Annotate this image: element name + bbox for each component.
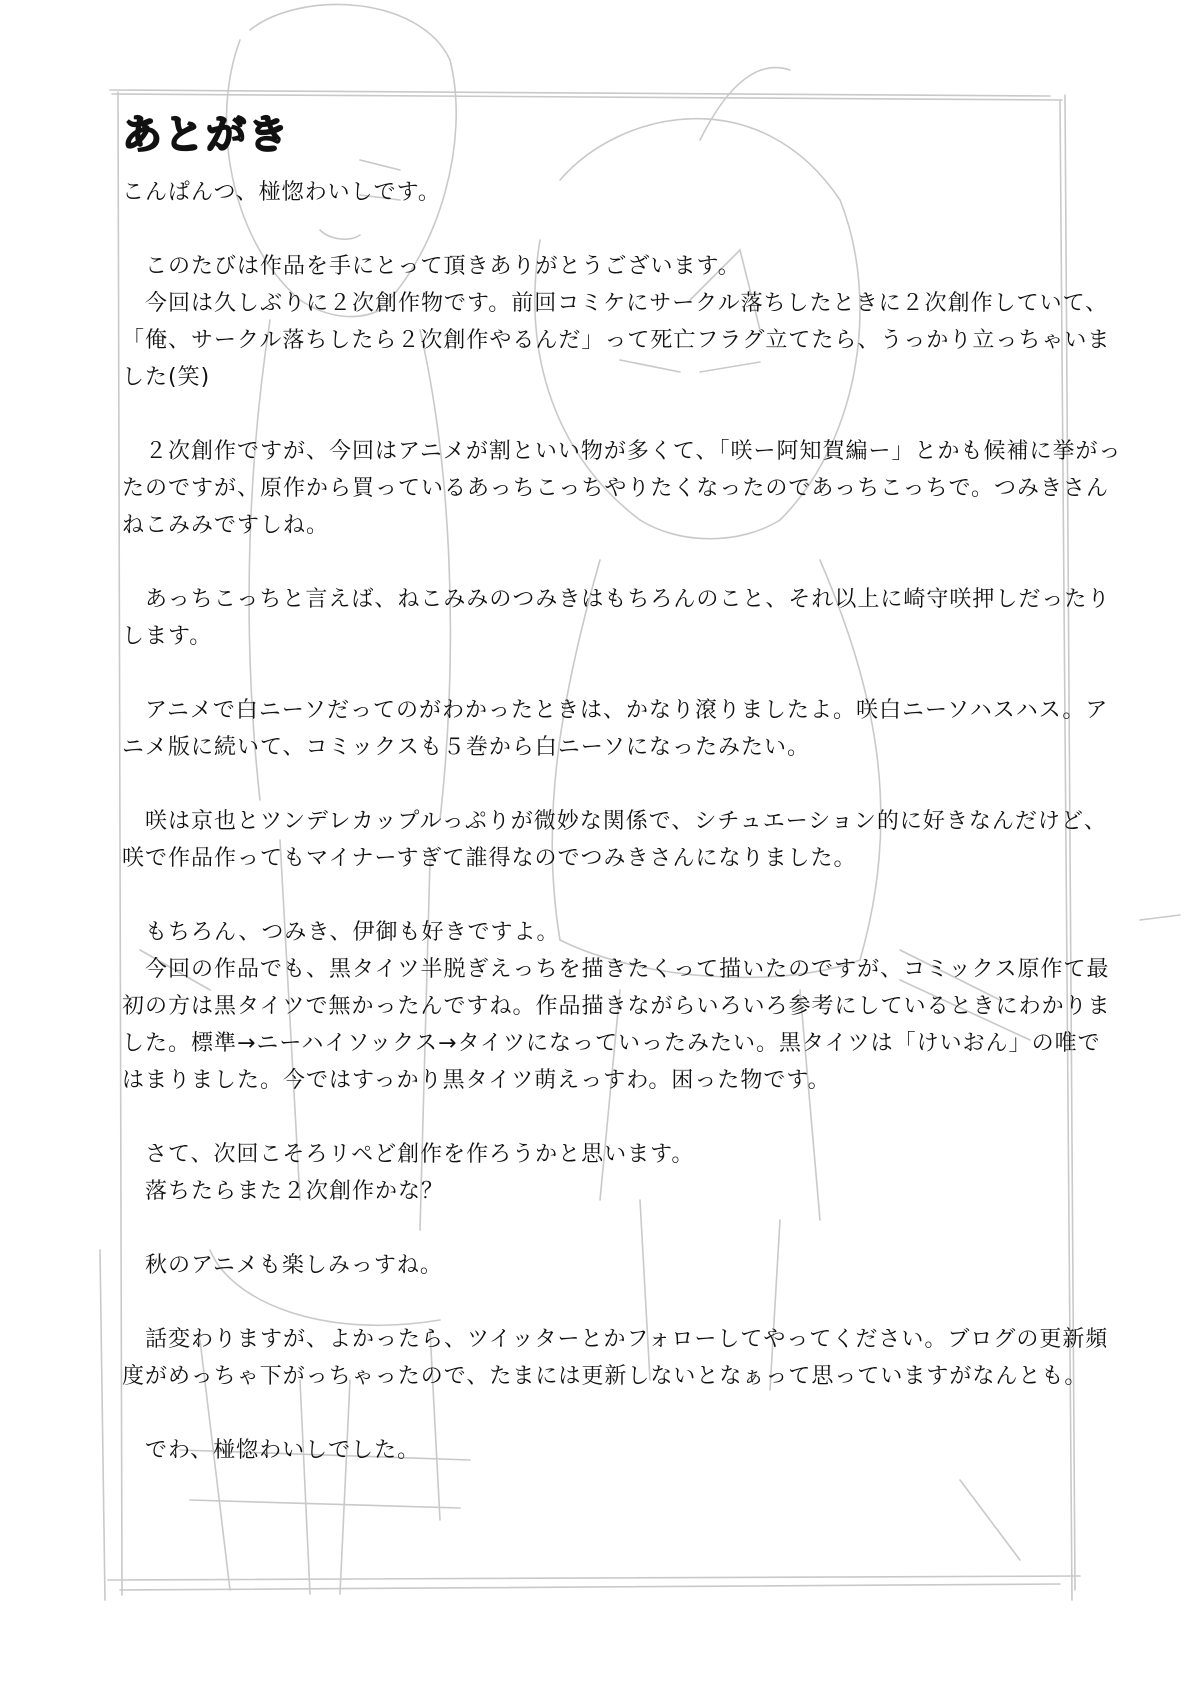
- text-line: アニメで白ニーソだってのがわかったときは、かなり滾りましたよ。咲白ニーソハスハス。アニメ版に続いて、コミックスも５巻から白ニーソになったみたい。: [122, 698, 1109, 760]
- text-line: 今回は久しぶりに２次創作物です。前回コミケにサークル落ちしたときに２次創作していて、「俺、サークル落ちしたら２次創作やるんだ」って死亡フラグ立てたら、うっかり立っちゃいました(笑): [122, 291, 1111, 390]
- text-line: 話変わりますが、よかったら、ツイッターとかフォローしてやってください。ブログの更新頻度がめっちゃ下がっちゃったので、たまには更新しないとなぁって思っていますがなんとも。: [122, 1327, 1109, 1389]
- paragraph-twitter: [122, 1321, 1122, 1395]
- paragraph-anime: [122, 692, 1122, 766]
- text-line: 秋のアニメも楽しみっすね。: [122, 1253, 443, 1278]
- text-line: 落ちたらまた２次創作かな？: [122, 1179, 445, 1204]
- paragraph-tights: [122, 914, 1122, 1099]
- paragraph-next: [122, 1136, 1122, 1210]
- text-line: あっちこっちと言えば、ねこみみのつみきはもちろんのこと、それ以上に崎守咲押しだったりします。: [122, 587, 1111, 649]
- paragraph-fanwork: [122, 433, 1122, 544]
- paragraph-achikochi: [122, 581, 1122, 655]
- text-line: さて、次回こそろリペど創作を作ろうかと思います。: [122, 1142, 695, 1167]
- paragraph-saki: [122, 803, 1122, 877]
- text-line: こんぱんつ、椪惚わいしです。: [122, 180, 441, 205]
- paragraph-autumn: [122, 1247, 1122, 1284]
- text-line: 今回の作品でも、黒タイツ半脱ぎえっちを描きたくって描いたのですが、コミックス原作て最初の方は黒タイツで無かったんですね。作品描きながらいろいろ参考にしているときにわかりました。標準→ニーハイソックス→タイツになっていったみたい。黒タイツは「けいおん」の唯ではまりました。今ではすっかり黒タイツ萌えっすわ。困った物です。: [122, 957, 1111, 1093]
- page-title: あとがき: [122, 112, 290, 158]
- text-line: このたびは作品を手にとって頂きありがとうございます。: [122, 254, 741, 279]
- text-line: もちろん、つみき、伊御も好きですよ。: [122, 920, 560, 945]
- afterword-content: [122, 100, 1122, 1469]
- text-line: 咲は京也とツンデレカップルっぷりが微妙な関係で、シチュエーション的に好きなんだけど、咲で作品作ってもマイナーすぎて誰得なのでつみきさんになりました。: [122, 809, 1107, 871]
- text-line: ２次創作ですが、今回はアニメが割といい物が多くて、「咲ー阿知賀編ー」とかも候補に挙がったのですが、原作から買っているあっちこっちやりたくなったのであっちこっちで。つみきさんねこみみですしね。: [122, 439, 1122, 538]
- paragraph-greeting: [122, 174, 1122, 211]
- text-line: でわ、椪惚わいしでした。: [122, 1438, 421, 1463]
- paragraph-thanks: [122, 248, 1122, 396]
- paragraph-closing: [122, 1432, 1122, 1469]
